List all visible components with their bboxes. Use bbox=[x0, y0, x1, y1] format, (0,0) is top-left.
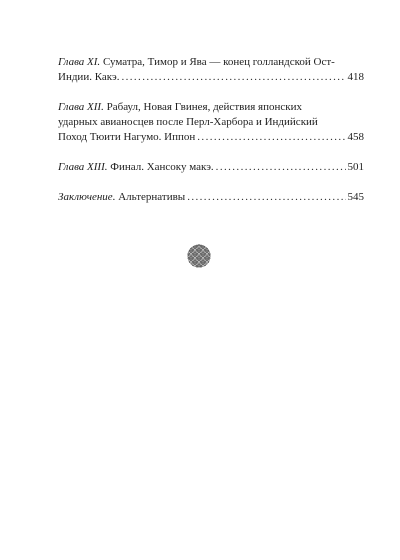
toc-entry-chapter-11[interactable] bbox=[58, 55, 364, 85]
toc-entry-label: Глава XI. bbox=[58, 56, 101, 68]
dot-leader bbox=[187, 190, 345, 205]
toc-entry-line bbox=[58, 100, 364, 115]
toc-entry-label: Заключение. bbox=[58, 191, 116, 203]
dot-leader bbox=[197, 130, 345, 145]
toc-entry-label: Глава XIII. bbox=[58, 161, 108, 173]
toc-entry-title-line: Суматра, Тимор и Ява — конец голландской Ост- bbox=[102, 56, 335, 68]
dot-leader bbox=[216, 160, 346, 175]
toc-entry-title-line: ударных авианосцев после Перл-Харбора и Индийский bbox=[58, 116, 318, 128]
toc-entry-title-line: Альтернативы bbox=[118, 191, 186, 203]
toc-entry-chapter-12[interactable] bbox=[58, 100, 364, 145]
table-of-contents bbox=[58, 55, 364, 220]
toc-entry-label: Глава XII. bbox=[58, 101, 104, 113]
dot-leader bbox=[121, 70, 345, 85]
toc-entry-page-number: 458 bbox=[347, 131, 364, 143]
toc-entry-conclusion[interactable] bbox=[58, 190, 364, 205]
toc-entry-line bbox=[58, 55, 364, 70]
toc-entry-title-line: Рабаул, Новая Гвинея, действия японских bbox=[106, 101, 302, 113]
toc-entry-page-number: 545 bbox=[347, 191, 364, 203]
toc-entry-line bbox=[58, 130, 364, 145]
toc-entry-line bbox=[58, 70, 364, 85]
toc-entry-chapter-13[interactable] bbox=[58, 160, 364, 175]
toc-entry-page-number: 501 bbox=[347, 161, 364, 173]
toc-entry-line bbox=[58, 160, 364, 175]
toc-entry-line bbox=[58, 115, 364, 130]
toc-entry-title-line: Индии. Какэ. bbox=[58, 71, 120, 83]
toc-entry-page-number: 418 bbox=[347, 71, 364, 83]
toc-entry-title-line: Поход Тюити Нагумо. Иппон bbox=[58, 131, 196, 143]
toc-entry-title-line: Финал. Хансоку макэ. bbox=[110, 161, 214, 173]
seigaiha-wave-emblem-icon bbox=[187, 244, 211, 268]
toc-entry-line bbox=[58, 190, 364, 205]
